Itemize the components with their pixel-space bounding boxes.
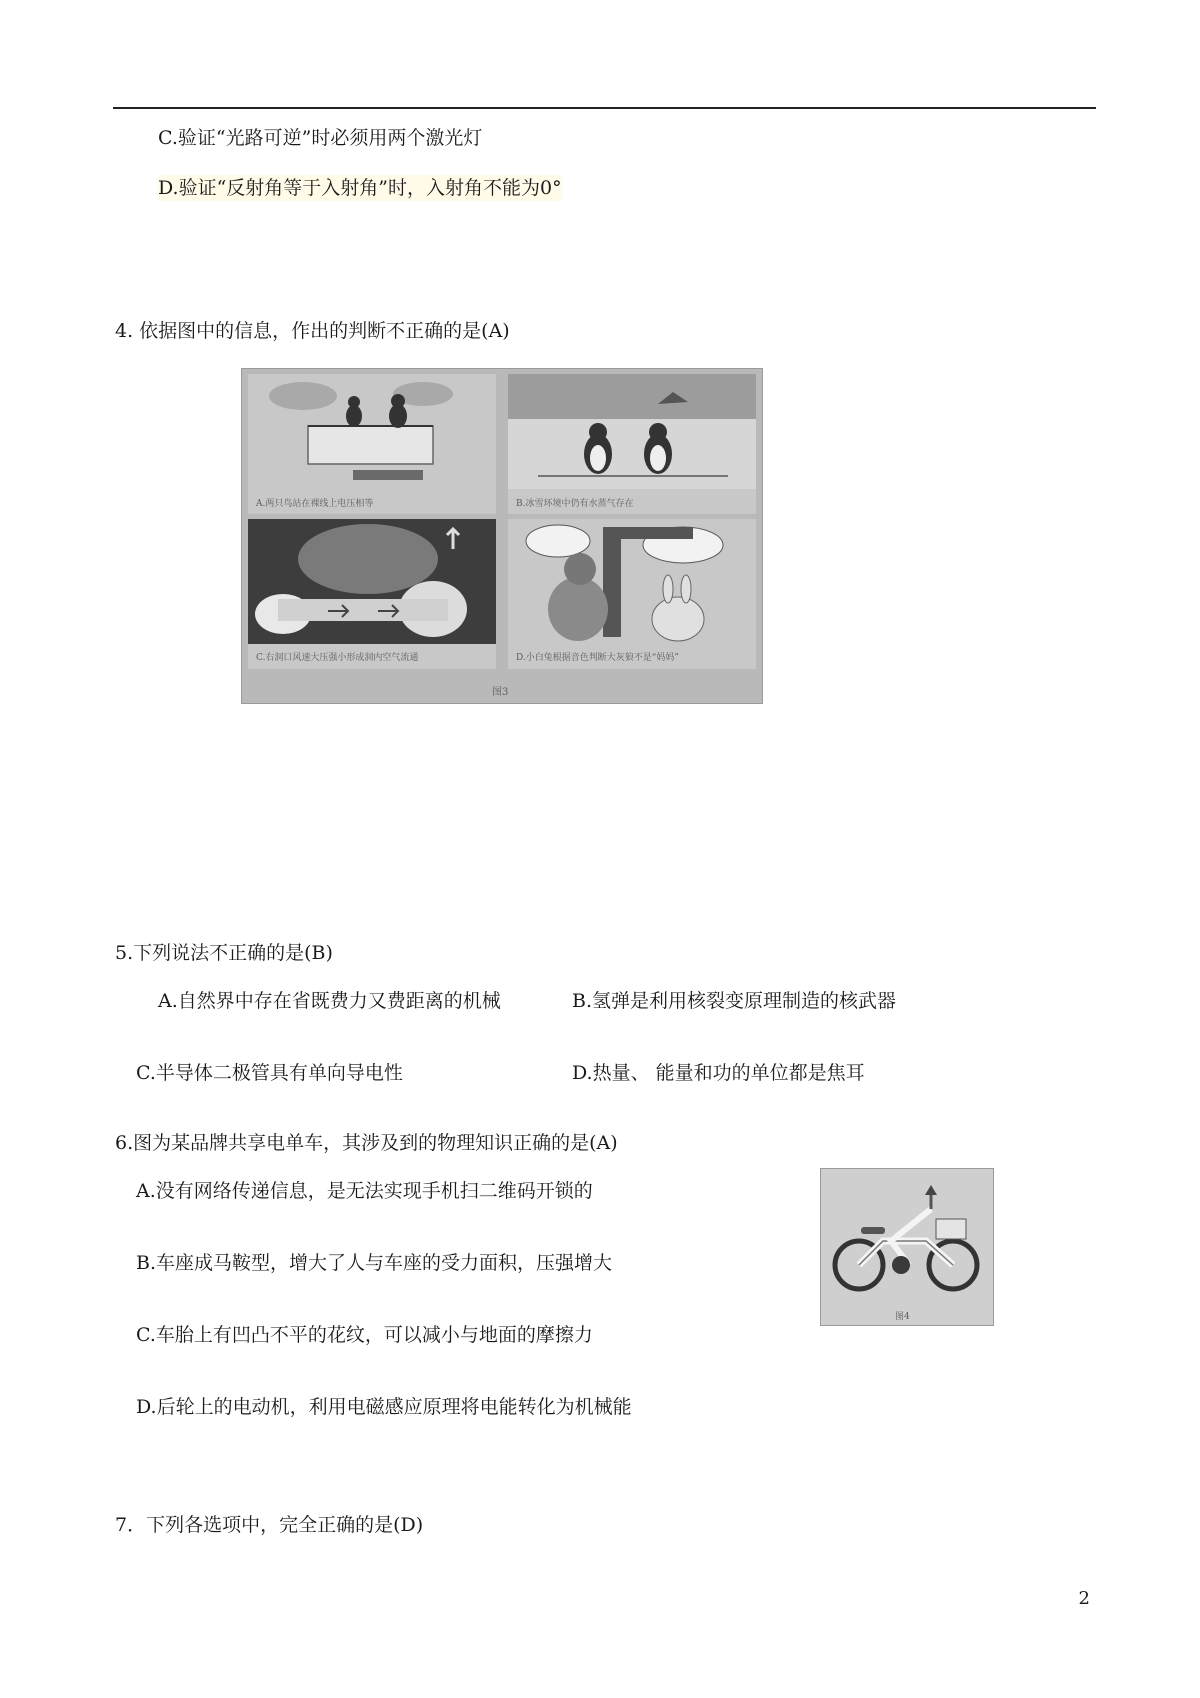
q6-stem: 6.图为某品牌共享电单车，其涉及到的物理知识正确的是(A) [115,1132,618,1154]
bicycle-figure-label: 图4 [895,1312,910,1322]
q5-stem: 5.下列说法不正确的是(B) [115,942,333,964]
figure-caption-b: B.冰雪环境中仍有水蒸气存在 [516,499,634,509]
bicycle-illustration [821,1169,993,1325]
q6-option-d: D.后轮上的电动机，利用电磁感应原理将电能转化为机械能 [136,1396,632,1418]
figure-caption-a: A.两只鸟站在裸线上电压相等 [256,499,374,509]
figure-caption-d: D.小白兔根据音色判断大灰狼不是“妈妈” [516,653,679,663]
figure-panel-b [508,374,756,514]
figure-panel-d [508,519,756,669]
figure-caption-c: C.右洞口风速大压强小形成洞内空气流通 [256,653,419,663]
figure-panel-a [248,374,496,514]
page-number: 2 [1078,1588,1090,1609]
q5-option-a: A.自然界中存在省既费力又费距离的机械 [158,990,501,1012]
q4-stem: 4. 依据图中的信息，作出的判断不正确的是(A) [115,320,510,342]
q5-option-b: B.氢弹是利用核裂变原理制造的核武器 [572,990,897,1012]
rabbit-wolf-illustration [508,519,756,669]
burrow-airflow-illustration [248,519,496,669]
q7-stem: 7．下列各选项中，完全正确的是(D) [115,1514,424,1536]
q5-option-c: C.半导体二极管具有单向导电性 [136,1062,403,1084]
header-rule [113,107,1096,109]
q6-option-a: A.没有网络传递信息，是无法实现手机扫二维码开锁的 [136,1180,593,1202]
q6-bicycle-figure [820,1168,994,1326]
figure-label: 图3 [492,687,509,698]
figure-panel-c [248,519,496,669]
q3-option-c: C.验证“光路可逆”时必须用两个激光灯 [158,127,483,149]
q5-option-d: D.热量、 能量和功的单位都是焦耳 [572,1062,865,1084]
q3-option-d: D.验证“反射角等于入射角”时，入射角不能为0° [158,177,562,199]
penguins-illustration [508,374,756,514]
q4-figure [241,368,763,704]
q6-option-c: C.车胎上有凹凸不平的花纹，可以减小与地面的摩擦力 [136,1324,593,1346]
birds-on-wire-illustration [248,374,496,514]
q6-option-b: B.车座成马鞍型，增大了人与车座的受力面积，压强增大 [136,1252,613,1274]
